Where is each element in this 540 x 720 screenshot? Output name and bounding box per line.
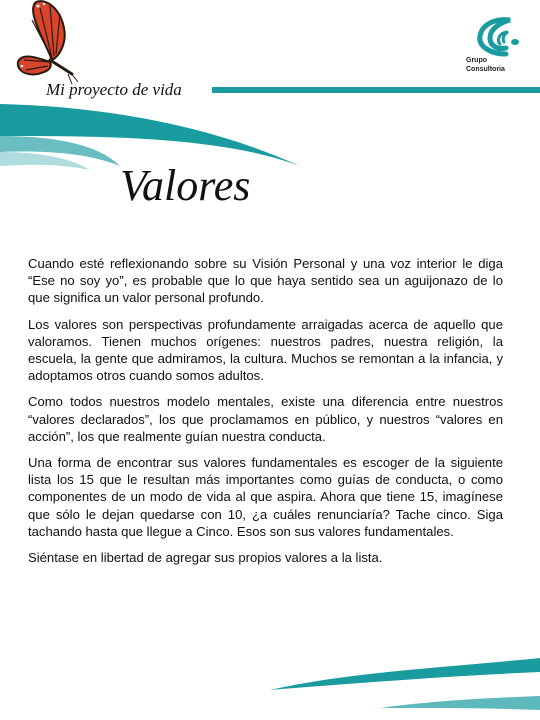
page-title: Valores xyxy=(120,161,251,210)
paragraph: Siéntase en libertad de agregar sus propios valores a la lista. xyxy=(28,550,383,566)
paragraph: Como todos nuestros modelo mentales, existe una diferencia entre nuestros “valores declarados”, los que proclamamos en público, y nuestros “valores en acción”, los que realmente guían nuestra conducta. xyxy=(28,394,503,444)
butterfly-icon xyxy=(14,0,84,86)
decorative-swoosh xyxy=(0,96,540,206)
paragraph: Una forma de encontrar sus valores fundamentales es escoger de la siguiente lista los 15 que le resultan más importantes como guías de conducta, o como componentes de un modo de vida al que aspira. Ahora que tiene 15, imagínese que sólo le dejan quedarse con 10, ¿a cuáles renunciaría? Tache cinco. Siga tachando hasta que llegue a Cinco. Esos son sus valores fundamentales. xyxy=(28,455,503,539)
paragraph: Cuando esté reflexionando sobre su Visión Personal y una voz interior le diga “Ese no soy yo”, es probable que lo que haya sentido sea un aguijonazo de lo que significa un valor personal profundo. xyxy=(28,256,503,306)
decorative-swoosh-bottom xyxy=(260,650,540,720)
logo-text-line1: Grupo xyxy=(466,57,487,64)
header-title: Mi proyecto de vida xyxy=(46,80,182,99)
paragraph: Los valores son perspectivas profundamente arraigadas acerca de aquello que valoramos. Tienen muchos orígenes: nuestros padres, nuestra religión, la escuela, la gente que admiramos, la cultura. Muchos se remontan a la infancia, y adoptamos otros cuando somos adultos. xyxy=(28,316,503,384)
body-text xyxy=(28,255,503,575)
logo-text-line2: Consultoria xyxy=(466,66,505,73)
header-rule xyxy=(212,87,540,93)
